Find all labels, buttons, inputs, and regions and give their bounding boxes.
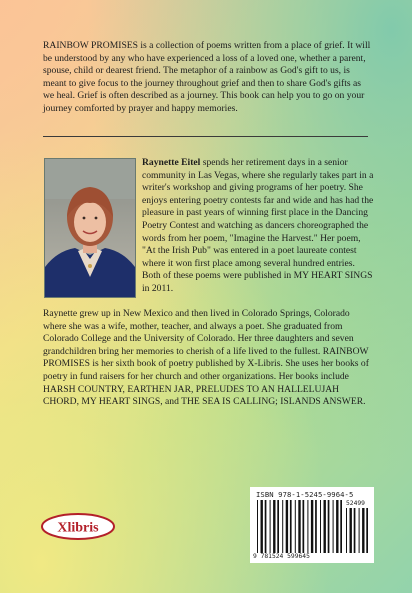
barcode-bars	[257, 500, 343, 553]
barcode-bar	[354, 508, 356, 553]
author-photo	[44, 158, 136, 298]
publisher-logo-text: Xlibris	[57, 520, 99, 536]
author-name: Raynette Eitel	[142, 157, 201, 168]
isbn-barcode	[250, 487, 374, 563]
barcode-bar	[362, 508, 364, 553]
barcode-bar	[273, 500, 275, 553]
barcode-bar	[290, 500, 292, 553]
barcode-digits: 9 781524 599645	[253, 553, 310, 560]
barcode-bar	[359, 508, 360, 553]
author-bio-text: spends her retirement days in a senior community in Las Vegas, where she regularly takes part in a writer's workshop and giving programs of her poetry. She enjoys entering poetry contests far and wide and has had the pleasure in past years of winning first place in the Dancing Poetry Contest and watching as dancers choreographed the words from her poem, "Imagine the Harvest." Her poem, "At the Irish Pub" was entered in a poet laureate contest where it won first place among several hundred entries. Both of these poems were published in MY HEART SINGS in 2011.	[142, 157, 374, 294]
intro-paragraph	[43, 40, 373, 116]
isbn-number: ISBN 978-1-5245-9964-5	[256, 490, 354, 499]
barcode-bar	[350, 508, 352, 553]
barcode-bar	[346, 508, 347, 553]
divider-line	[43, 136, 368, 137]
barcode-bar	[298, 500, 300, 553]
barcode-bar	[286, 500, 288, 553]
barcode-bar	[261, 500, 263, 553]
author-bio-main: Raynette grew up in New Mexico and then lived in Colorado Springs, Colorado where she was a wife, mother, teacher, and always a poet. She graduated from Colorado College and the University of Colorado. Her three daughters and seven grandchildren bring her memories to cherish of a life lived to the fullest. RAINBOW PROMISES is her sixth book of poetry published by X-Libris. She uses her books of poetry in fund raisers for her church and other organizations. Her books include HARSH COUNTRY, EARTHEN JAR, PRELUDES TO AN HALLELUJAH CHORD, MY HEART SINGS, and THE SEA IS CALLING; ISLANDS ANSWER.	[43, 308, 369, 408]
barcode-bar	[328, 500, 330, 553]
barcode-bar	[366, 508, 368, 553]
barcode-bar	[257, 500, 258, 553]
intro-text: is a collection of poems written from a place of grief. It will be understood by any who have experienced a loss of a loved one, whether a parent, spouse, child or dearest friend. The metaphor of a rainbow as God's gift to us, is meant to give focus to the journey throughout grief and then to share God's gifts as we heal. Grief is often described as a journey. This book can help you to go on your journey comforted by prayer and happy memories.	[43, 40, 371, 114]
barcode-bar	[270, 500, 271, 553]
barcode-bar	[336, 500, 338, 553]
barcode-bar	[333, 500, 334, 553]
barcode-bar	[324, 500, 326, 553]
price-code: 52499	[346, 500, 365, 507]
barcode-bar	[265, 500, 267, 553]
barcode-bar	[277, 500, 279, 553]
author-bio-side	[142, 157, 374, 296]
barcode-bar	[295, 500, 296, 553]
barcode-bar	[303, 500, 305, 553]
barcode-bar	[307, 500, 308, 553]
barcode-bar	[315, 500, 317, 553]
book-title: RAINBOW PROMISES	[43, 40, 138, 51]
barcode-bar	[311, 500, 313, 553]
publisher-logo	[40, 512, 116, 541]
barcode-bar	[340, 500, 342, 553]
barcode-addon-bars	[346, 508, 370, 553]
barcode-bar	[320, 500, 321, 553]
barcode-bar	[282, 500, 283, 553]
